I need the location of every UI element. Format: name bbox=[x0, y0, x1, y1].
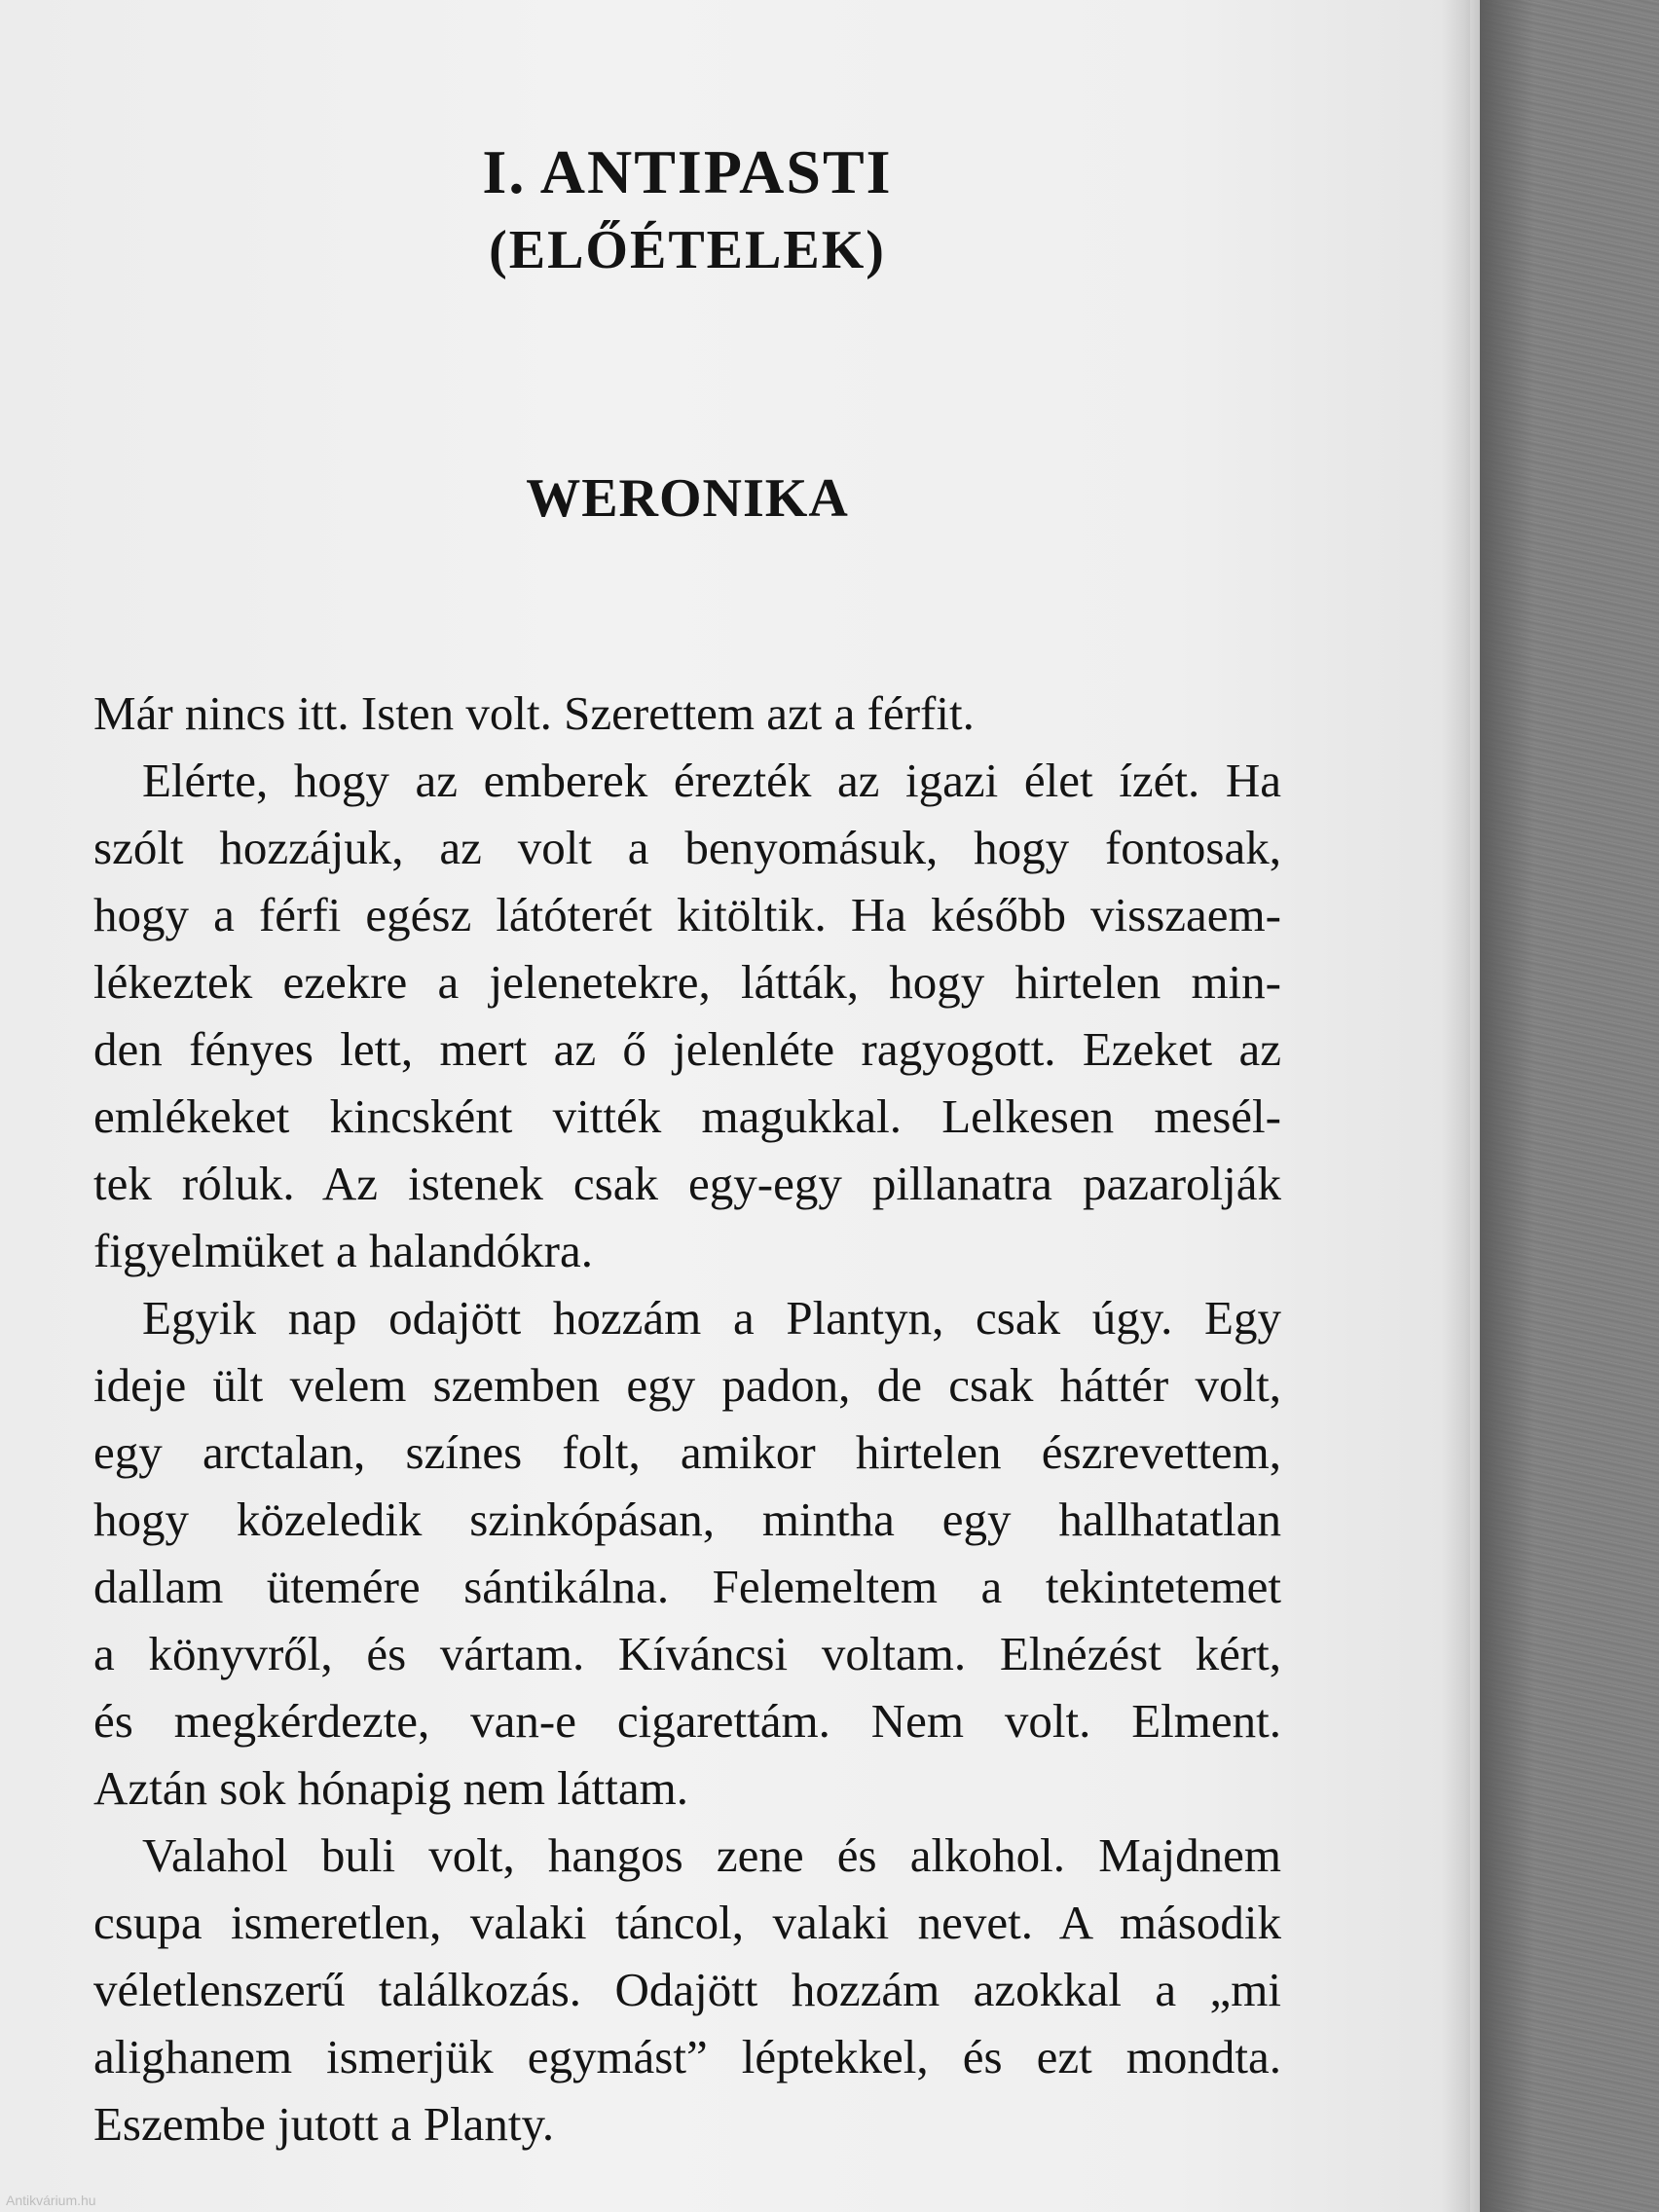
text-line: hogy a férfi egész látóterét kitöltik. Ha később visszaem- bbox=[93, 888, 1281, 941]
paragraph bbox=[93, 680, 1281, 747]
paragraph bbox=[93, 1822, 1281, 2157]
text-line: lékeztek ezekre a jelenetekre, látták, hogy hirtelen min- bbox=[93, 955, 1281, 1009]
background-surface bbox=[1480, 0, 1659, 2212]
page-edge-shadow bbox=[1441, 0, 1480, 2212]
text-line: Eszembe jutott a Planty. bbox=[93, 2097, 555, 2151]
text-line: alighanem ismerjük egymást” léptekkel, és ezt mondta. bbox=[93, 2030, 1281, 2083]
text-line: figyelmüket a halandókra. bbox=[93, 1224, 593, 1277]
text-line: Már nincs itt. Isten volt. Szerettem azt a férfit. bbox=[93, 686, 975, 740]
body-text bbox=[93, 680, 1281, 2157]
text-line: den fényes lett, mert az ő jelenléte ragyogott. Ezeket az bbox=[93, 1022, 1281, 1076]
text-line: emlékeket kincsként vitték magukkal. Lelkesen mesél- bbox=[93, 1089, 1281, 1143]
text-line: Elérte, hogy az emberek érezték az igazi élet ízét. Ha bbox=[142, 754, 1281, 807]
text-line: Egyik nap odajött hozzám a Plantyn, csak úgy. Egy bbox=[142, 1291, 1281, 1345]
text-line: csupa ismeretlen, valaki táncol, valaki nevet. A második bbox=[93, 1896, 1281, 1949]
text-line: véletlenszerű találkozás. Odajött hozzám azokkal a „mi bbox=[93, 1963, 1281, 2016]
section-title: WERONIKA bbox=[526, 468, 849, 529]
text-line: tek róluk. Az istenek csak egy-egy pillanatra pazarolják bbox=[93, 1157, 1281, 1210]
paragraph bbox=[93, 1284, 1281, 1822]
text-line: dallam ütemére sántikálna. Felemeltem a tekintetemet bbox=[93, 1560, 1281, 1613]
text-line: a könyvről, és vártam. Kíváncsi voltam. Elnézést kért, bbox=[93, 1627, 1281, 1680]
text-line: egy arctalan, színes folt, amikor hirtelen észrevettem, bbox=[93, 1425, 1281, 1479]
text-line: és megkérdezte, van-e cigarettám. Nem volt. Elment. bbox=[93, 1694, 1281, 1748]
watermark: Antikvárium.hu bbox=[6, 2193, 96, 2208]
text-line: Aztán sok hónapig nem láttam. bbox=[93, 1761, 688, 1815]
text-line: hogy közeledik szinkópásan, mintha egy hallhatatlan bbox=[93, 1493, 1281, 1546]
chapter-subtitle: (ELŐÉTELEK) bbox=[489, 220, 886, 280]
text-line: szólt hozzájuk, az volt a benyomásuk, hogy fontosak, bbox=[93, 821, 1281, 874]
text-line: Valahol buli volt, hangos zene és alkohol. Majdnem bbox=[142, 1828, 1281, 1882]
paragraph bbox=[93, 747, 1281, 1284]
text-line: ideje ült velem szemben egy padon, de csak háttér volt, bbox=[93, 1358, 1281, 1412]
chapter-title: I. ANTIPASTI bbox=[482, 137, 893, 206]
